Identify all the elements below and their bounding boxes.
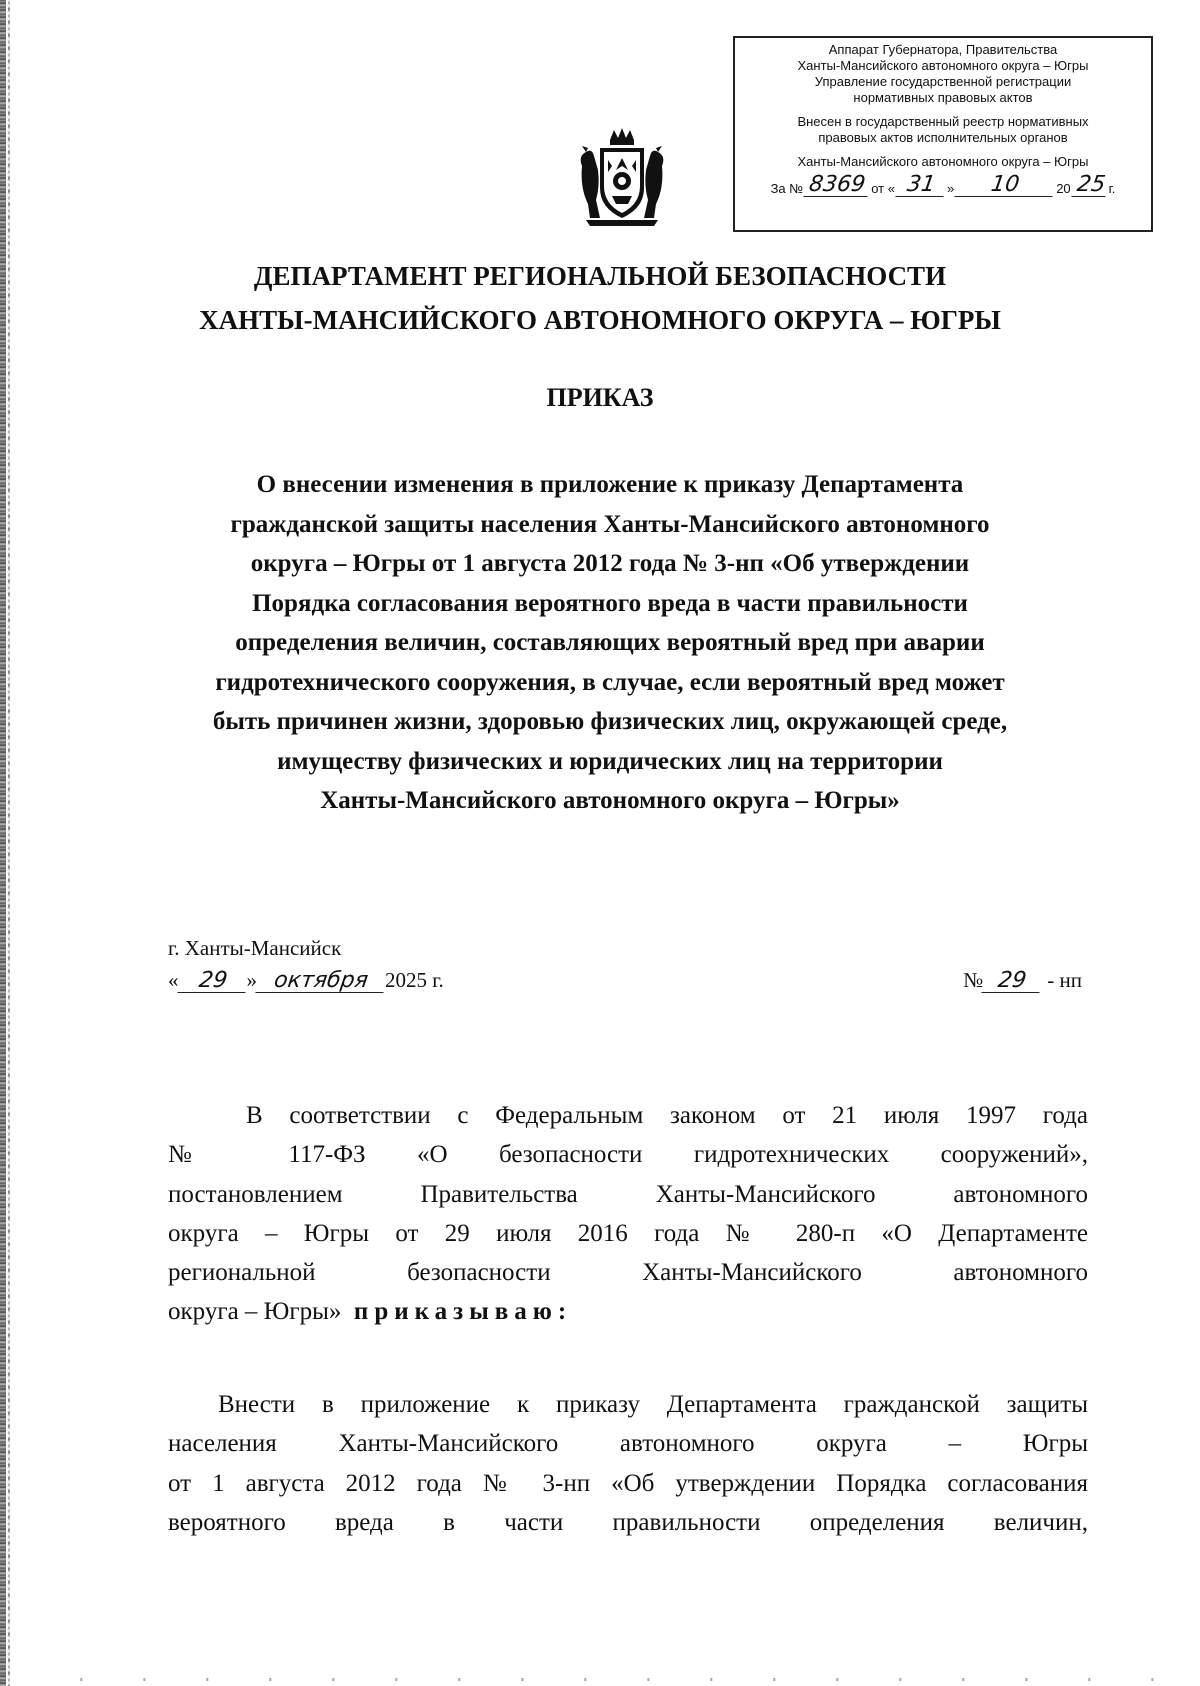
date-year: 2025 г. bbox=[385, 968, 444, 992]
subject-line: Порядка согласования вероятного вреда в части правильности bbox=[252, 589, 968, 617]
stamp-reg-prefix: За № bbox=[770, 181, 804, 196]
stamp-registration-row bbox=[735, 174, 1151, 197]
paragraph-line: от 1 августа 2012 года № 3-нп «Об утверждении Порядка согласования bbox=[168, 1469, 1088, 1497]
date-close-quote: » bbox=[246, 968, 257, 992]
paragraph-line: Внести в приложение к приказу Департамента гражданской защиты bbox=[218, 1391, 1088, 1418]
stamp-line: Ханты-Мансийского автономного округа – Югры bbox=[797, 58, 1089, 73]
date-day: 29 bbox=[177, 970, 248, 993]
stamp-line: нормативных правовых актов bbox=[853, 90, 1033, 105]
stamp-line: Управление государственной регистрации bbox=[814, 74, 1072, 89]
subject-line: гидротехнического сооружения, в случае, если вероятный вред может bbox=[215, 668, 1005, 696]
subject-line: Ханты-Мансийского автономного округа – Югры» bbox=[320, 787, 900, 814]
paragraph-last-line bbox=[168, 1292, 1088, 1331]
stamp-line: Аппарат Губернатора, Правительства bbox=[828, 42, 1058, 57]
stamp-reg-number: 8369 bbox=[804, 174, 871, 197]
subject-line: округа – Югры от 1 августа 2012 года № 3-нп «Об утверждении bbox=[250, 550, 970, 577]
subject-line: О внесении изменения в приложение к приказу Департамента bbox=[256, 471, 964, 498]
stamp-line: Ханты-Мансийского автономного округа – Югры bbox=[797, 154, 1089, 169]
place-of-issue: г. Ханты-Мансийск bbox=[168, 936, 342, 960]
order-body-paragraph bbox=[168, 1385, 1088, 1542]
paragraph-line: округа – Югры от 29 июля 2016 года № 280-п «О Департаменте bbox=[168, 1219, 1088, 1247]
stamp-line: Внесен в государственный реестр нормативных bbox=[797, 114, 1089, 129]
department-name-line: ДЕПАРТАМЕНТ РЕГИОНАЛЬНОЙ БЕЗОПАСНОСТИ bbox=[253, 261, 947, 291]
date-month: октября bbox=[255, 970, 386, 993]
subject-line: быть причинен жизни, здоровью физических лиц, окружающей среде, bbox=[212, 708, 1008, 735]
number-prefix: № bbox=[963, 968, 984, 992]
paragraph-line: постановлением Правительства Ханты-Мансийского автономного bbox=[168, 1180, 1088, 1208]
stamp-year: 25 bbox=[1071, 174, 1108, 197]
scan-bottom-artifact bbox=[20, 1678, 1180, 1681]
stamp-year-prefix: 20 bbox=[1056, 181, 1071, 196]
stamp-line: правовых актов исполнительных органов bbox=[818, 130, 1068, 145]
order-word: приказываю: bbox=[353, 1298, 573, 1326]
paragraph-line: № 117-ФЗ «О безопасности гидротехнических сооружений», bbox=[168, 1141, 1088, 1169]
registration-stamp bbox=[733, 36, 1153, 232]
department-name-line: ХАНТЫ-МАНСИЙСКОГО АВТОНОМНОГО ОКРУГА – ЮГРЫ bbox=[199, 305, 1001, 335]
subject-line: гражданской защиты населения Ханты-Мансийского автономного bbox=[230, 510, 990, 538]
scan-edge-artifact bbox=[0, 0, 6, 1686]
subject-line: имуществу физических и юридических лиц на территории bbox=[277, 747, 943, 775]
paragraph-line: региональной безопасности Ханты-Мансийского автономного bbox=[168, 1259, 1088, 1287]
paragraph-line: вероятного вреда в части правильности определения величин, bbox=[168, 1508, 1088, 1536]
preamble-paragraph bbox=[168, 1096, 1088, 1332]
document-type-title: ПРИКАЗ bbox=[546, 383, 654, 412]
date-open-quote: « bbox=[168, 968, 179, 992]
order-date bbox=[168, 968, 444, 993]
order-number bbox=[963, 968, 1082, 993]
coat-of-arms-icon bbox=[572, 126, 672, 230]
stamp-quote-close: » bbox=[946, 181, 955, 196]
subject-line: определения величин, составляющих вероятный вред при аварии bbox=[235, 629, 985, 656]
stamp-from-label: от « bbox=[871, 181, 895, 196]
number-value: 29 bbox=[982, 970, 1043, 993]
number-suffix: - нп bbox=[1047, 968, 1082, 992]
scan-edge-artifact bbox=[8, 0, 10, 1686]
department-header bbox=[0, 254, 1200, 342]
paragraph-text: округа – Югры» bbox=[168, 1298, 342, 1326]
paragraph-line: В соответствии с Федеральным законом от 21 июля 1997 года bbox=[246, 1102, 1088, 1129]
order-subject bbox=[160, 465, 1060, 821]
stamp-day: 31 bbox=[895, 174, 946, 197]
stamp-year-suffix: г. bbox=[1108, 181, 1116, 196]
paragraph-line: населения Ханты-Мансийского автономного округа – Югры bbox=[168, 1430, 1088, 1458]
stamp-month: 10 bbox=[955, 174, 1056, 197]
